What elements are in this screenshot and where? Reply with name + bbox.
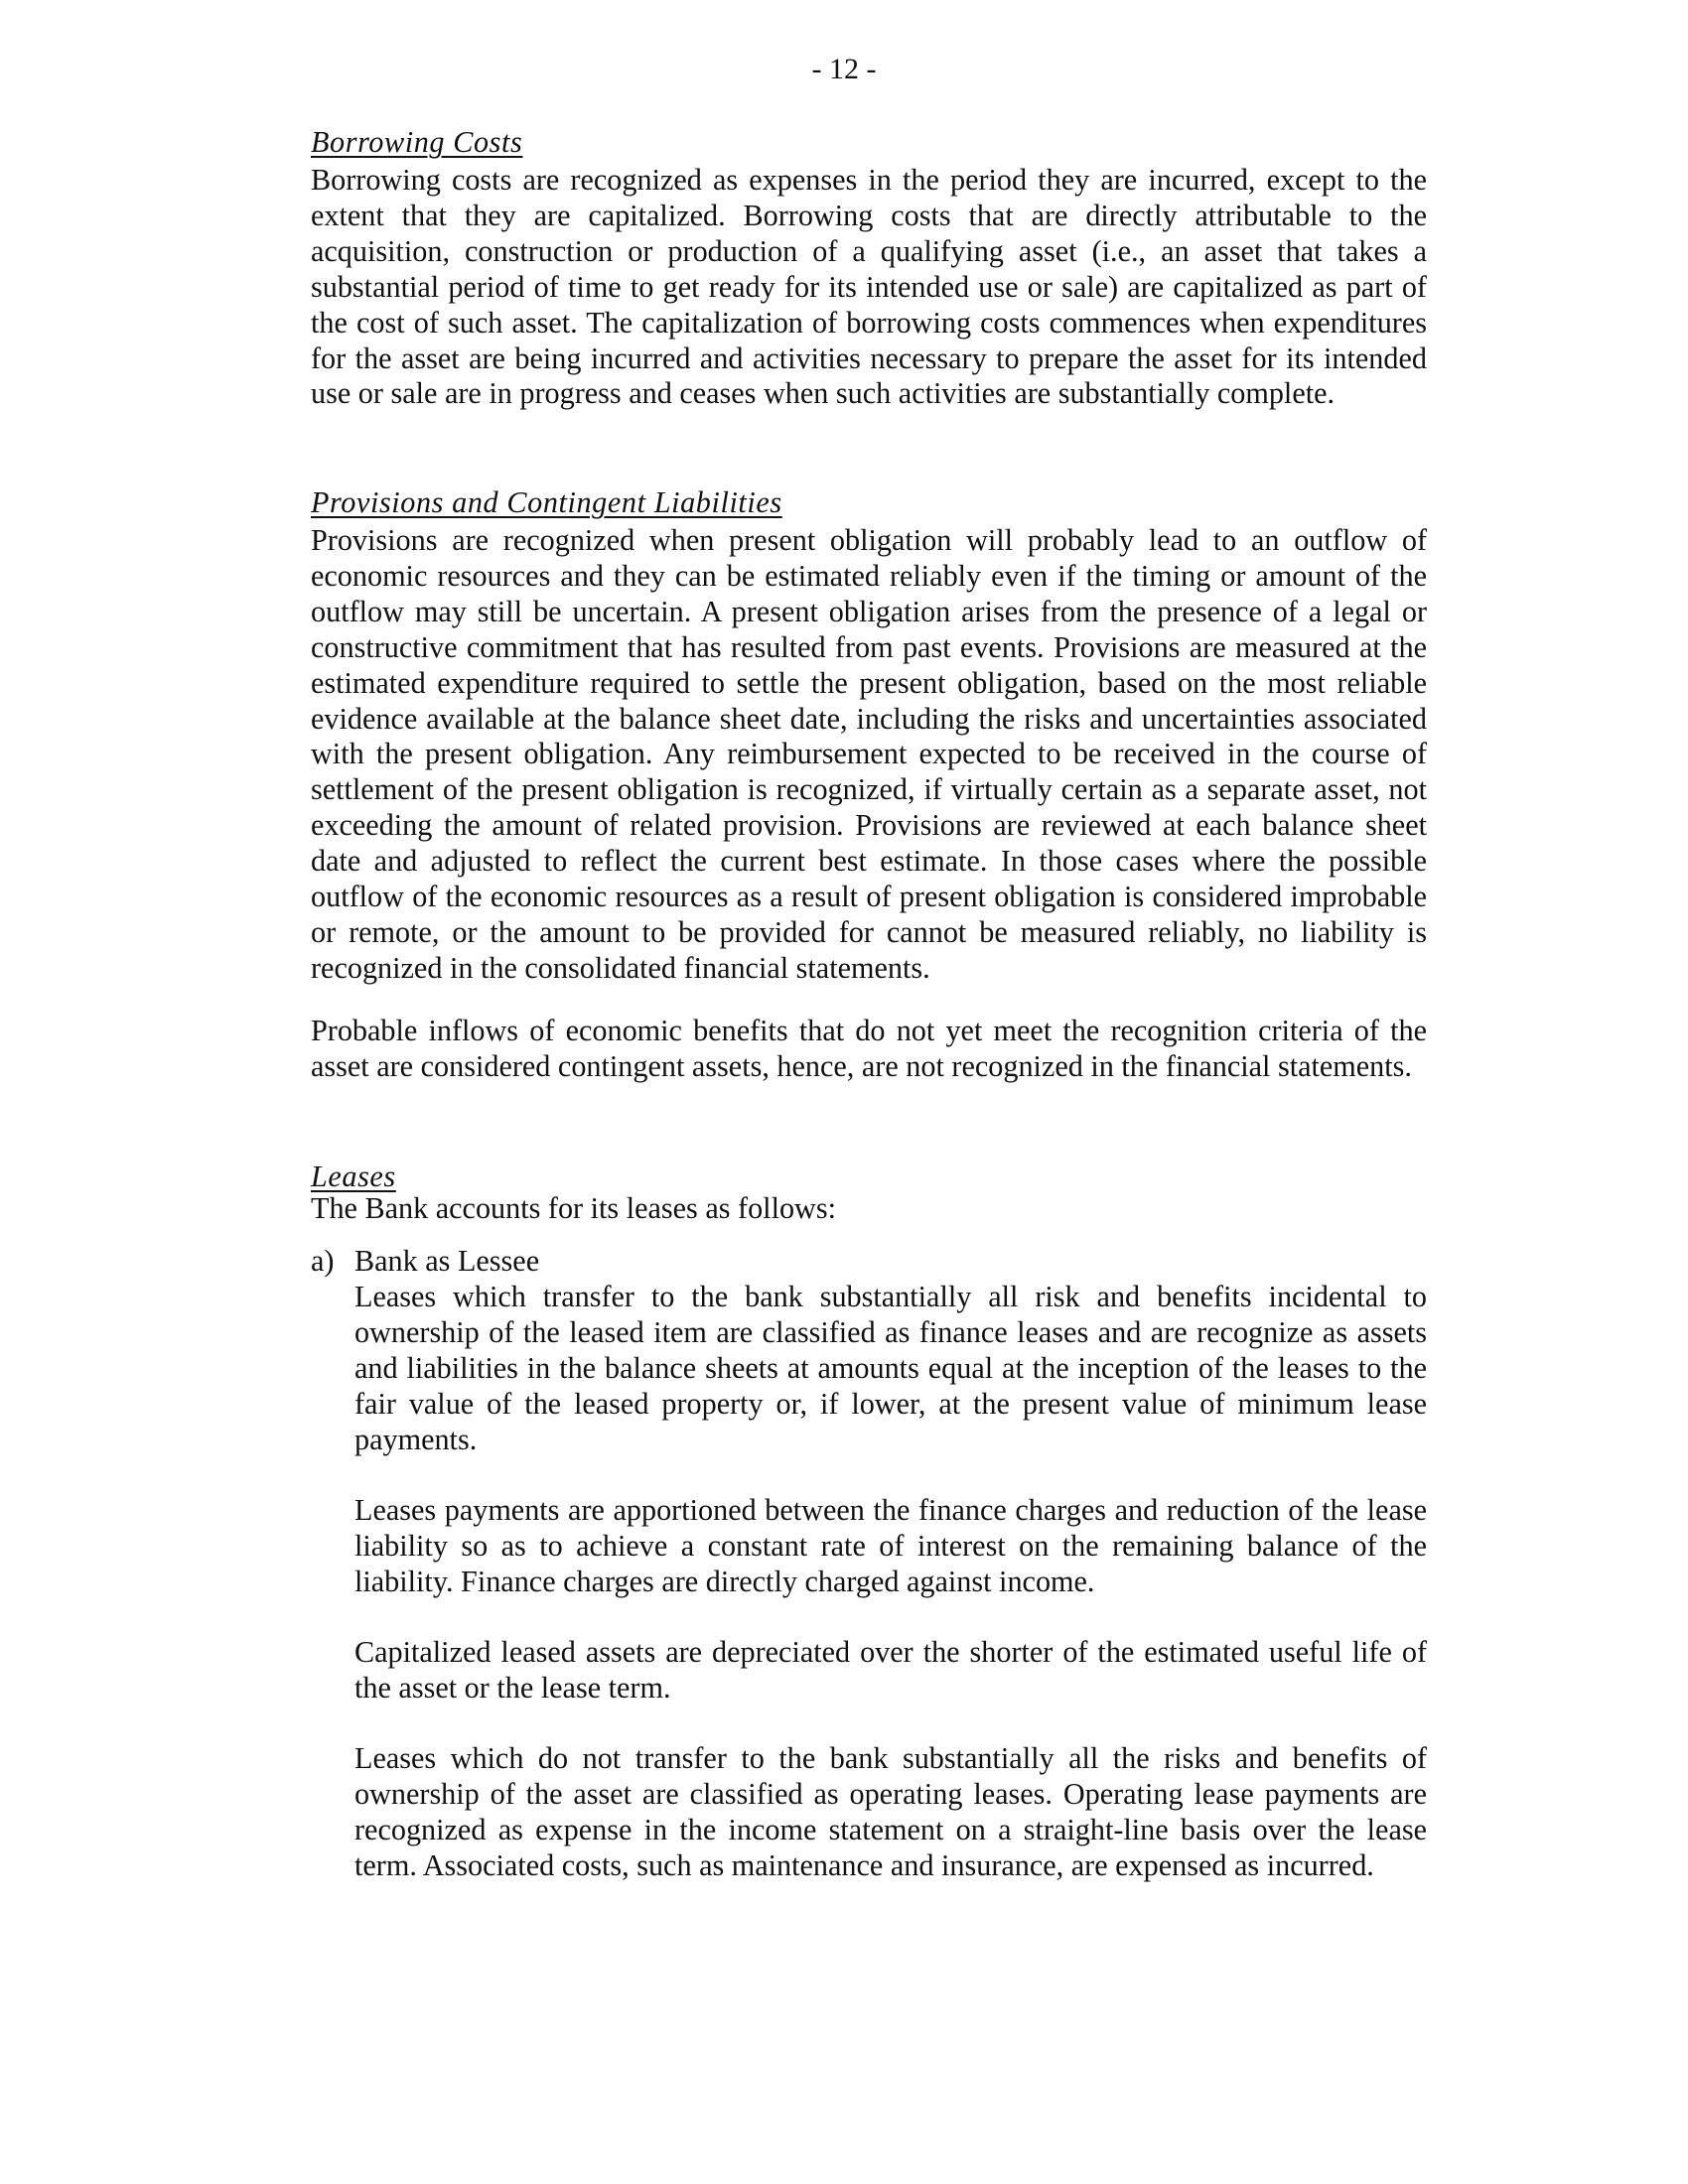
paragraph-contingent-assets: Probable inflows of economic benefits that do not yet meet the recognition criteria of the asset are considered contingent assets, hence, are not recognized in the financial statements.	[311, 1014, 1427, 1083]
section-borrowing-costs	[311, 127, 1427, 412]
paragraph-text: Leases which do not transfer to the bank substantially all the risks and benefits of ownership of the asset are classified as operating leases. Operating lease payments are recognized as expense in the income statement on a straight-line basis over the lease term. Associated costs, such as maintenance and insurance, are expensed as incurred.	[354, 1741, 1427, 1882]
paragraph-leases-intro: The Bank accounts for its leases as follows:	[311, 1191, 836, 1225]
paragraph-provisions-recognition: Provisions are recognized when present obligation will probably lead to an outflow of economic resources and they can be estimated reliably even if the timing or amount of the outflow may still be uncertain. A present obligation arises from the presence of a legal or constructive commitment that has resulted from past events. Provisions are measured at the estimated expenditure required to settle the present obligation, based on the most reliable evidence available at the balance sheet date, including the risks and uncertainties associated with the present obligation. Any reimbursement expected to be received in the course of settlement of the present obligation is recognized, if virtually certain as a separate asset, not exceeding the amount of related provision. Provisions are reviewed at each balance sheet date and adjusted to reflect the current best estimate. In those cases where the possible outflow of the economic resources as a result of present obligation is considered improbable or remote, or the amount to be provided for cannot be measured reliably, no liability is recognized in the consolidated financial statements.	[311, 523, 1427, 985]
paragraph-text: Leases payments are apportioned between the finance charges and reduction of the lease liability so as to achieve a constant rate of interest on the remaining balance of the liability. Finance charges are directly charged against income.	[354, 1493, 1427, 1598]
paragraph-borrowing-costs: Borrowing costs are recognized as expenses in the period they are incurred, except to the extent that they are capitalized. Borrowing costs that are directly attributable to the acquisition, construction or production of a qualifying asset (i.e., an asset that takes a substantial period of time to get ready for its intended use or sale) are capitalized as part of the cost of such asset. The capitalization of borrowing costs commences when expenditures for the asset are being incurred and activities necessary to prepare the asset for its intended use or sale are in progress and ceases when such activities are substantially complete.	[311, 163, 1427, 411]
list-item-label: a)	[311, 1244, 335, 1278]
paragraph-text: Capitalized leased assets are depreciated over the shorter of the estimated useful life of the asset or the lease term.	[354, 1635, 1427, 1705]
section-heading-borrowing-costs: Borrowing Costs	[311, 125, 523, 159]
list-item-title-bank-as-lessee: Bank as Lessee	[354, 1244, 540, 1278]
paragraph-finance-leases	[354, 1280, 1427, 1458]
page-number: - 12 -	[811, 53, 877, 85]
section-heading-leases: Leases	[311, 1160, 396, 1193]
paragraph-capitalized-assets	[354, 1635, 1427, 1706]
section-leases	[311, 1161, 1427, 1227]
section-heading-provisions: Provisions and Contingent Liabilities	[311, 485, 782, 519]
section-contingent-assets	[311, 1014, 1427, 1085]
paragraph-operating-leases	[354, 1741, 1427, 1884]
paragraph-text: Leases which transfer to the bank substantially all risk and benefits incidental to ownership of the leased item are classified as finance leases and are recognize as assets and liabilities in the balance sheets at amounts equal at the inception of the leases to the fair value of the leased property or, if lower, at the present value of minimum lease payments.	[354, 1280, 1427, 1456]
paragraph-lease-payments	[354, 1493, 1427, 1600]
section-provisions	[311, 487, 1427, 987]
